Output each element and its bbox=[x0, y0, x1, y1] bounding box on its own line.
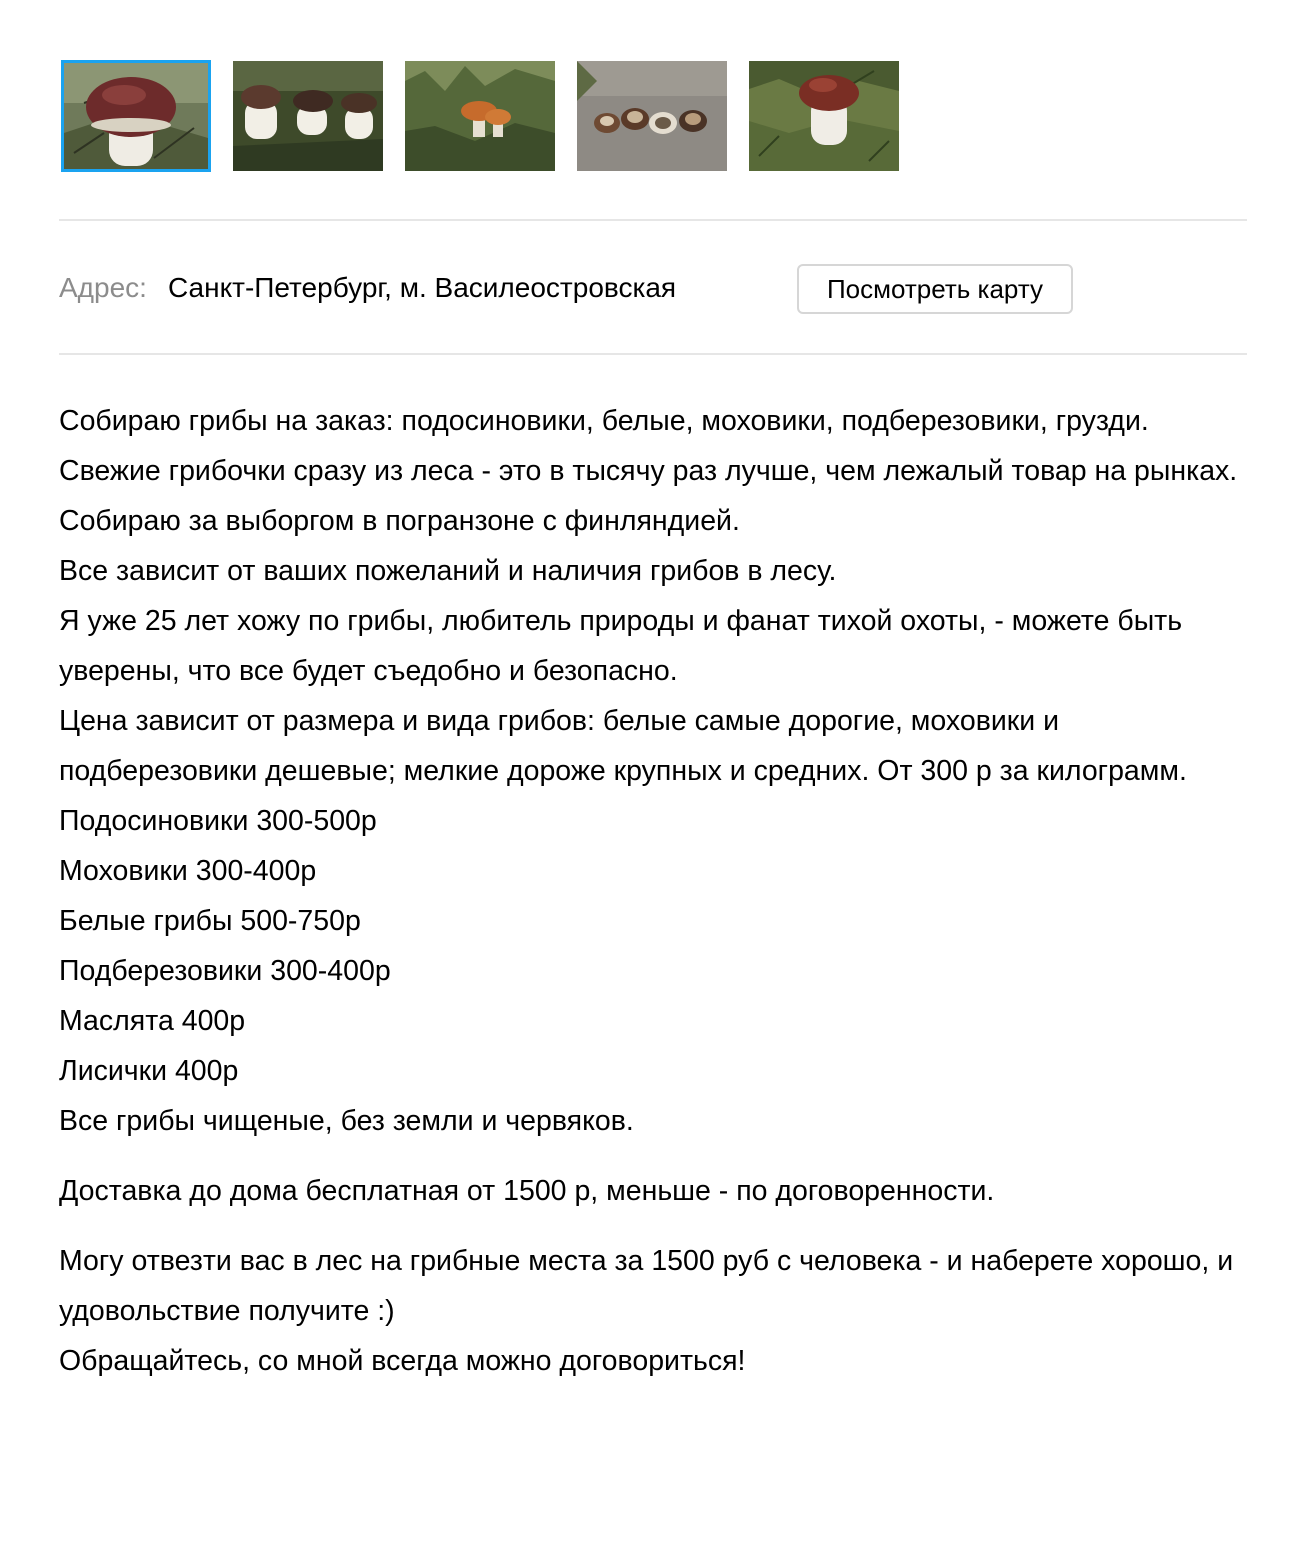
divider-bottom bbox=[59, 353, 1247, 355]
tour-paragraph: Могу отвезти вас в лес на грибные места за 1500 руб с человека - и наберете хорошо, и удовольствие получите :) bbox=[59, 1245, 1234, 1327]
description-line: Цена зависит от размера и вида грибов: белые самые дорогие, моховики и подберезовики дешевые; мелкие дороже крупных и средних. От 300 р за килограмм. bbox=[59, 705, 1187, 787]
gallery-thumbnail-5[interactable] bbox=[749, 61, 899, 171]
address-value: Санкт-Петербург, м. Василеостровская bbox=[168, 272, 677, 303]
closing-line: Обращайтесь, со мной всегда можно договориться! bbox=[59, 1345, 746, 1377]
description-line: Я уже 25 лет хожу по грибы, любитель природы и фанат тихой охоты, - можете быть уверены, что все будет съедобно и безопасно. bbox=[59, 605, 1183, 687]
description-line: Собираю за выборгом в погранзоне с финляндией. bbox=[59, 505, 740, 537]
delivery-paragraph: Доставка до дома бесплатная от 1500 р, меньше - по договоренности. bbox=[59, 1175, 995, 1207]
price-line: Подосиновики 300-500р bbox=[59, 805, 377, 837]
divider-top bbox=[59, 219, 1247, 221]
mushroom-photo-4-image bbox=[577, 61, 727, 171]
gallery-thumbnail-3[interactable] bbox=[405, 61, 555, 171]
gallery-thumbnail-1[interactable] bbox=[61, 60, 211, 172]
price-line: Маслята 400р bbox=[59, 1005, 246, 1037]
mushroom-photo-1-image bbox=[64, 63, 208, 169]
description-line: Все зависит от ваших пожеланий и наличия грибов в лесу. bbox=[59, 555, 837, 587]
mushroom-photo-5-image bbox=[749, 61, 899, 171]
price-line: Моховики 300-400р bbox=[59, 855, 317, 887]
gallery-thumbnail-2[interactable] bbox=[233, 61, 383, 171]
view-map-button[interactable]: Посмотреть карту bbox=[797, 264, 1073, 314]
price-line: Подберезовики 300-400р bbox=[59, 955, 391, 987]
mushroom-photo-2-image bbox=[233, 61, 383, 171]
address-label: Адрес: bbox=[59, 272, 147, 303]
address-row bbox=[59, 262, 1247, 316]
price-line: Лисички 400р bbox=[59, 1055, 239, 1087]
price-line: Белые грибы 500-750р bbox=[59, 905, 361, 937]
description-line: Собираю грибы на заказ: подосиновики, белые, моховики, подберезовики, грузди. Свежие грибочки сразу из леса - это в тысячу раз лучше, чем лежалый товар на рынках. bbox=[59, 405, 1238, 487]
description-line: Все грибы чищеные, без земли и червяков. bbox=[59, 1105, 634, 1137]
gallery-thumbnail-4[interactable] bbox=[577, 61, 727, 171]
listing-description bbox=[59, 396, 1247, 1386]
mushroom-photo-3-image bbox=[405, 61, 555, 171]
